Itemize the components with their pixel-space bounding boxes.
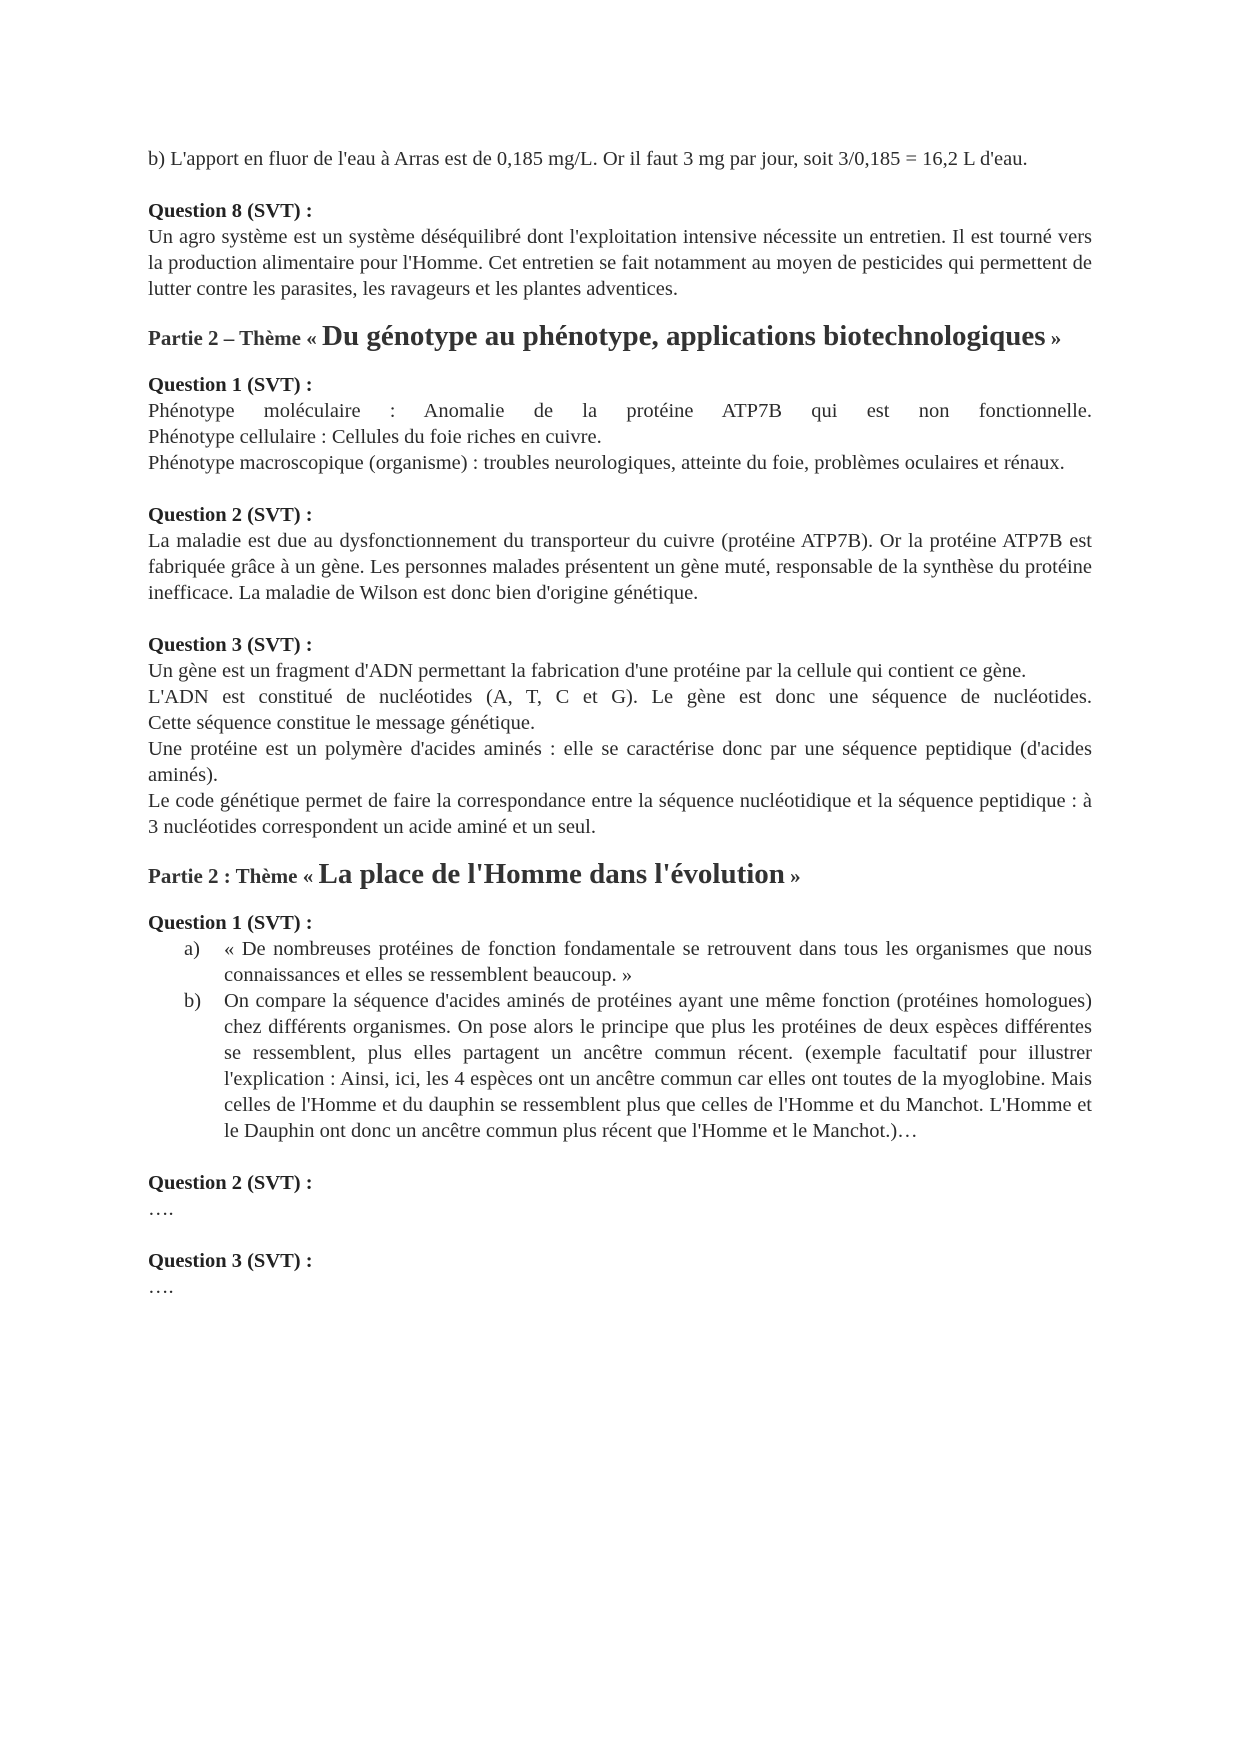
genotype-question-3-title: Question 3 (SVT) :	[148, 634, 313, 656]
part-heading-genotype	[148, 316, 1092, 358]
evolution-question-3-title: Question 3 (SVT) :	[148, 1250, 313, 1272]
part-heading-evolution	[148, 854, 1092, 896]
evolution-question-3-answer: ….	[148, 1276, 174, 1298]
genotype-question-1-line-1: Phénotype moléculaire : Anomalie de la protéine ATP7B qui est non fonctionnelle.	[148, 400, 1092, 422]
genotype-question-3-paragraph-1: Un gène est un fragment d'ADN permettant la fabrication d'une protéine par la cellule qui contient ce gène.	[148, 660, 1027, 682]
question-8-title: Question 8 (SVT) :	[148, 200, 313, 222]
spacer	[148, 172, 1092, 198]
evolution-question-1-list	[148, 936, 1092, 1144]
spacer	[148, 1222, 1092, 1248]
part-heading-title: La place de l'Homme dans l'évolution	[318, 858, 785, 890]
spacer	[148, 476, 1092, 502]
document-page	[148, 146, 1092, 1300]
genotype-question-3-paragraph-4: Le code génétique permet de faire la correspondance entre la séquence nucléotidique et la séquence peptidique : à 3 nucléotides correspondent un acide aminé et un seul.	[148, 790, 1092, 838]
spacer	[148, 358, 1092, 372]
part-heading-prefix: Partie 2 : Thème «	[148, 864, 319, 888]
spacer	[148, 896, 1092, 910]
spacer	[148, 840, 1092, 854]
evolution-question-2-title: Question 2 (SVT) :	[148, 1172, 313, 1194]
question-8-answer: Un agro système est un système déséquilibré dont l'exploitation intensive nécessite un entretien. Il est tourné vers la production alimentaire pour l'Homme. Cet entretien se fait notamment au moyen de pesticides qui permettent de lutter contre les parasites, les ravageurs et les plantes adventices.	[148, 226, 1092, 300]
part-heading-suffix: »	[784, 864, 801, 888]
genotype-question-1-line-2: Phénotype cellulaire : Cellules du foie riches en cuivre.	[148, 426, 602, 448]
genotype-question-1-title: Question 1 (SVT) :	[148, 374, 313, 396]
evolution-question-1-title: Question 1 (SVT) :	[148, 912, 313, 934]
spacer	[148, 606, 1092, 632]
list-item-text: « De nombreuses protéines de fonction fondamentale se retrouvent dans tous les organismes que nous connaissances et elles se ressemblent beaucoup. »	[224, 938, 1092, 986]
genotype-question-3-paragraph-3: Une protéine est un polymère d'acides aminés : elle se caractérise donc par une séquence peptidique (d'acides aminés).	[148, 738, 1092, 786]
genotype-question-3-paragraph-2b: Cette séquence constitue le message génétique.	[148, 712, 536, 734]
list-marker: a)	[184, 938, 200, 960]
genotype-question-1-line-3: Phénotype macroscopique (organisme) : troubles neurologiques, atteinte du foie, problèmes oculaires et rénaux.	[148, 452, 1065, 474]
list-item-text: On compare la séquence d'acides aminés de protéines ayant une même fonction (protéines homologues) chez différents organismes. On pose alors le principe que plus les protéines de deux espèces différentes se ressemblent, plus elles partagent un ancêtre commun récent. (exemple facultatif pour illustrer l'explication : Ainsi, ici, les 4 espèces ont un ancêtre commun car elles ont toutes de la myoglobine. Mais celles de l'Homme et du dauphin se ressemblent plus que celles de l'Homme et du Manchot. L'Homme et le Dauphin ont donc un ancêtre commun plus récent que l'Homme et le Manchot.)…	[224, 990, 1092, 1142]
evolution-question-2-answer: ….	[148, 1198, 174, 1220]
genotype-question-2-answer: La maladie est due au dysfonctionnement du transporteur du cuivre (protéine ATP7B). Or la protéine ATP7B est fabriquée grâce à un gène. Les personnes malades présentent un gène muté, responsable de la synthèse du protéine inefficace. La maladie de Wilson est donc bien d'origine génétique.	[148, 530, 1092, 604]
list-item	[148, 988, 1092, 1144]
spacer	[148, 1144, 1092, 1170]
part-heading-title: Du génotype au phénotype, applications biotechnologiques	[322, 320, 1046, 352]
spacer	[148, 302, 1092, 316]
list-item	[148, 936, 1092, 988]
genotype-question-3-paragraph-2a: L'ADN est constitué de nucléotides (A, T, C et G). Le gène est donc une séquence de nucléotides.	[148, 686, 1092, 708]
intro-paragraph: b) L'apport en fluor de l'eau à Arras est de 0,185 mg/L. Or il faut 3 mg par jour, soit 3/0,185 = 16,2 L d'eau.	[148, 148, 1028, 170]
genotype-question-2-title: Question 2 (SVT) :	[148, 504, 313, 526]
part-heading-suffix: »	[1045, 326, 1062, 350]
list-marker: b)	[184, 990, 202, 1012]
part-heading-prefix: Partie 2 – Thème «	[148, 326, 322, 350]
